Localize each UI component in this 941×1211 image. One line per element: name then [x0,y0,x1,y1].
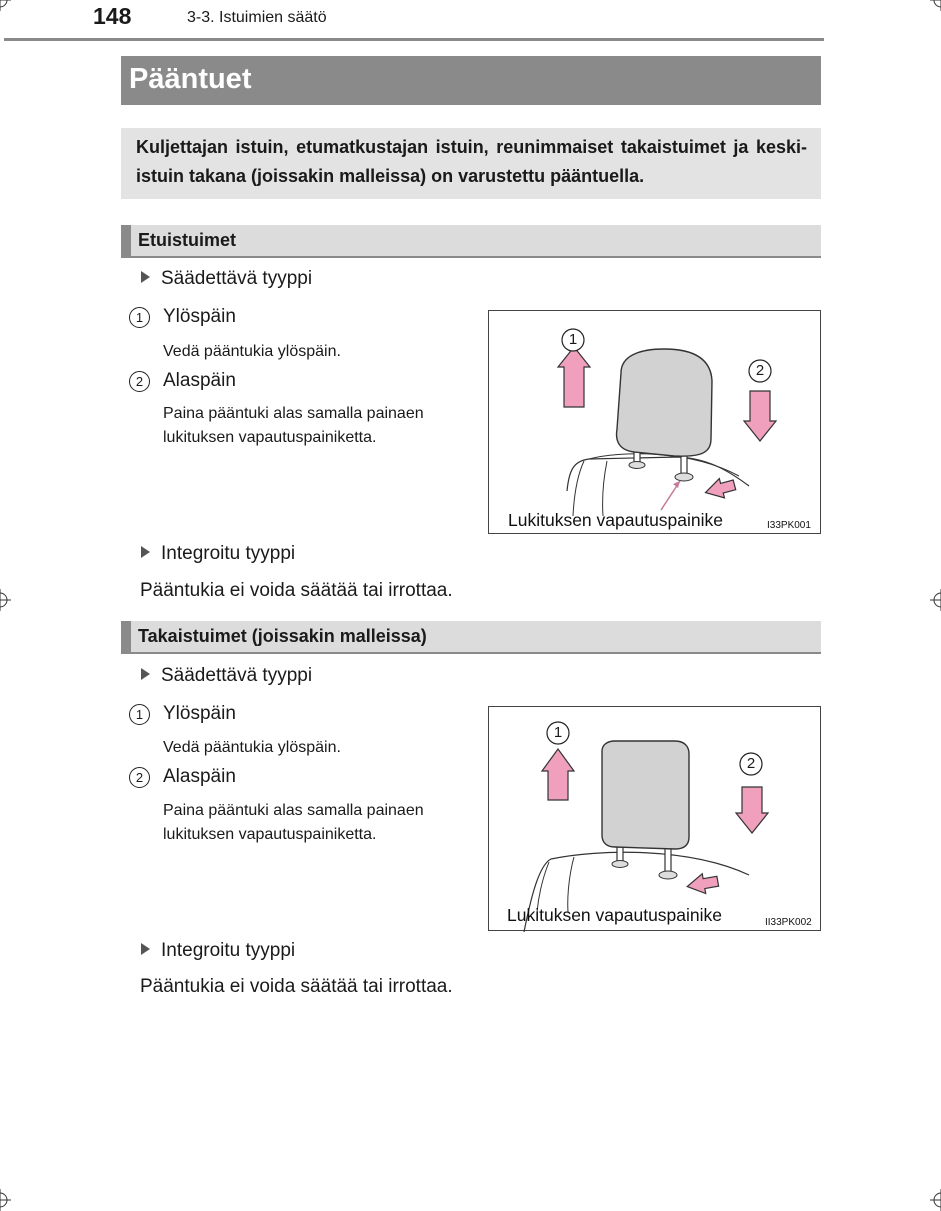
step-text-down [163,402,424,450]
step-number-down: 2 [129,371,150,392]
illustration-marker-up: 1 [568,331,578,348]
header-rule [4,38,824,41]
step-number-down: 2 [129,767,150,788]
section-title: Pääntuet [121,56,821,105]
integrated-type-label: Integroitu tyyppi [161,940,296,961]
headrest-illustration-rear [488,706,821,931]
step-number-up: 1 [129,704,150,725]
adjustable-type-label: Säädettävä tyyppi [161,268,313,289]
registration-mark-top-right-icon [930,0,941,11]
registration-mark-mid-left-icon [0,589,11,611]
sub-header-front-seats: Etuistuimet [121,225,821,258]
step-text-down-line-2: lukituksen vapautuspainiketta. [163,826,377,843]
illustration-marker-up: 1 [553,724,563,741]
adjustable-type-label: Säädettävä tyyppi [161,665,313,686]
integrated-type-heading [141,940,295,962]
illustration-marker-down: 2 [755,362,765,379]
triangle-bullet-icon [141,271,150,283]
registration-mark-bottom-left-icon [0,1189,11,1211]
sub-header-rear-seats: Takaistuimet (joissakin malleissa) [121,621,821,654]
adjustable-type-heading [141,268,312,290]
illustration-code: II33PK002 [765,917,812,928]
step-title-down: Alaspäin [163,766,236,787]
triangle-bullet-icon [141,668,150,680]
integrated-type-heading [141,543,295,565]
step-title-up: Ylöspäin [163,703,236,724]
illustration-code: I33PK001 [767,520,811,531]
step-text-down [163,799,424,847]
page-number: 148 [93,3,132,29]
headrest-drawing-front [489,311,822,535]
integrated-type-text: Pääntukia ei voida säätää tai irrottaa. [140,580,453,601]
registration-mark-bottom-right-icon [930,1189,941,1211]
step-title-up: Ylöspäin [163,306,236,327]
step-text-up: Vedä pääntukia ylöspäin. [163,739,341,756]
integrated-type-label: Integroitu tyyppi [161,543,296,564]
intro-text: Kuljettajan istuin, etumatkustajan istuin, reunimmaiset takaistuimet ja keski-istuin takana (joissakin malleissa) on varustettu pääntuella. [121,128,821,199]
step-text-down-line-2: lukituksen vapautuspainiketta. [163,429,377,446]
step-number-up: 1 [129,307,150,328]
triangle-bullet-icon [141,546,150,558]
step-text-up: Vedä pääntukia ylöspäin. [163,343,341,360]
registration-mark-top-left-icon [0,0,11,11]
headrest-illustration-front [488,310,821,534]
triangle-bullet-icon [141,943,150,955]
adjustable-type-heading [141,665,312,687]
headrest-drawing-rear [489,707,822,932]
step-text-down-line-1: Paina pääntuki alas samalla painaen [163,802,424,819]
integrated-type-text: Pääntukia ei voida säätää tai irrottaa. [140,976,453,997]
registration-mark-mid-right-icon [930,589,941,611]
illustration-caption: Lukituksen vapautuspainike [508,510,724,530]
illustration-caption: Lukituksen vapautuspainike [507,905,723,925]
illustration-marker-down: 2 [746,755,756,772]
chapter-title: 3-3. Istuimien säätö [187,9,327,26]
step-title-down: Alaspäin [163,370,236,391]
step-text-down-line-1: Paina pääntuki alas samalla painaen [163,405,424,422]
